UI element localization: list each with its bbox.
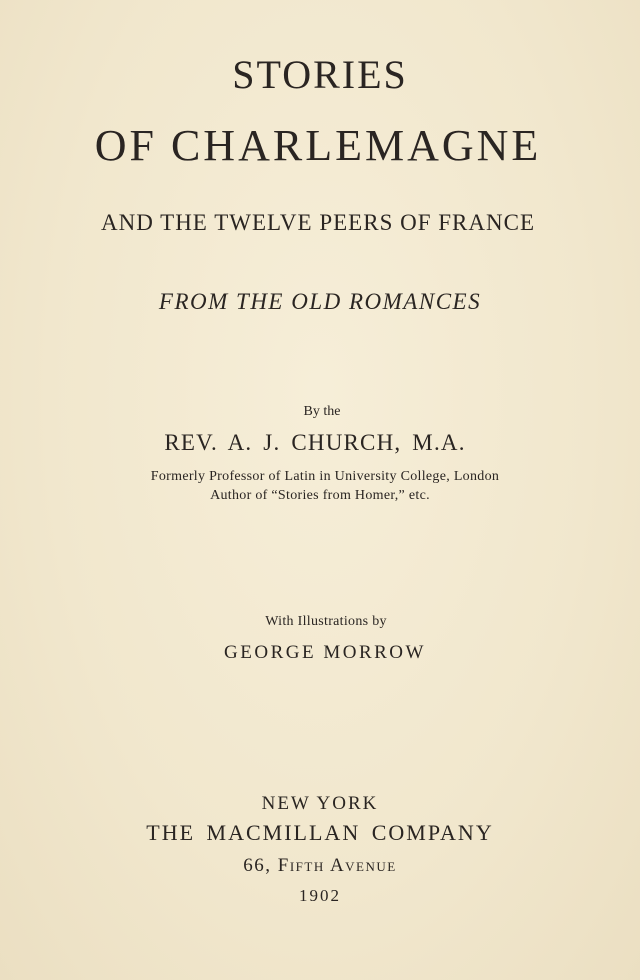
publisher-city: NEW YORK: [261, 793, 379, 814]
author-credit-professor: Formerly Professor of Latin in University College, London: [150, 469, 500, 484]
tagline: FROM THE OLD ROMANCES: [158, 289, 482, 314]
illustrator-name: GEORGE MORROW: [224, 642, 426, 663]
author-name: REV. A. J. CHURCH, M.A.: [164, 430, 466, 455]
by-label: By the: [303, 404, 341, 419]
illustrations-label: With Illustrations by: [265, 614, 387, 629]
publication-year: 1902: [299, 886, 341, 905]
publisher-address: 66, Fifth Avenue: [243, 855, 397, 876]
subtitle: AND THE TWELVE PEERS OF FRANCE: [100, 210, 536, 235]
title-line-1: STORIES: [232, 52, 408, 97]
author-credit-works: Author of “Stories from Homer,” etc.: [210, 488, 430, 503]
title-line-2: OF CHARLEMAGNE: [94, 121, 542, 170]
publisher-name: THE MACMILLAN COMPANY: [146, 820, 494, 845]
